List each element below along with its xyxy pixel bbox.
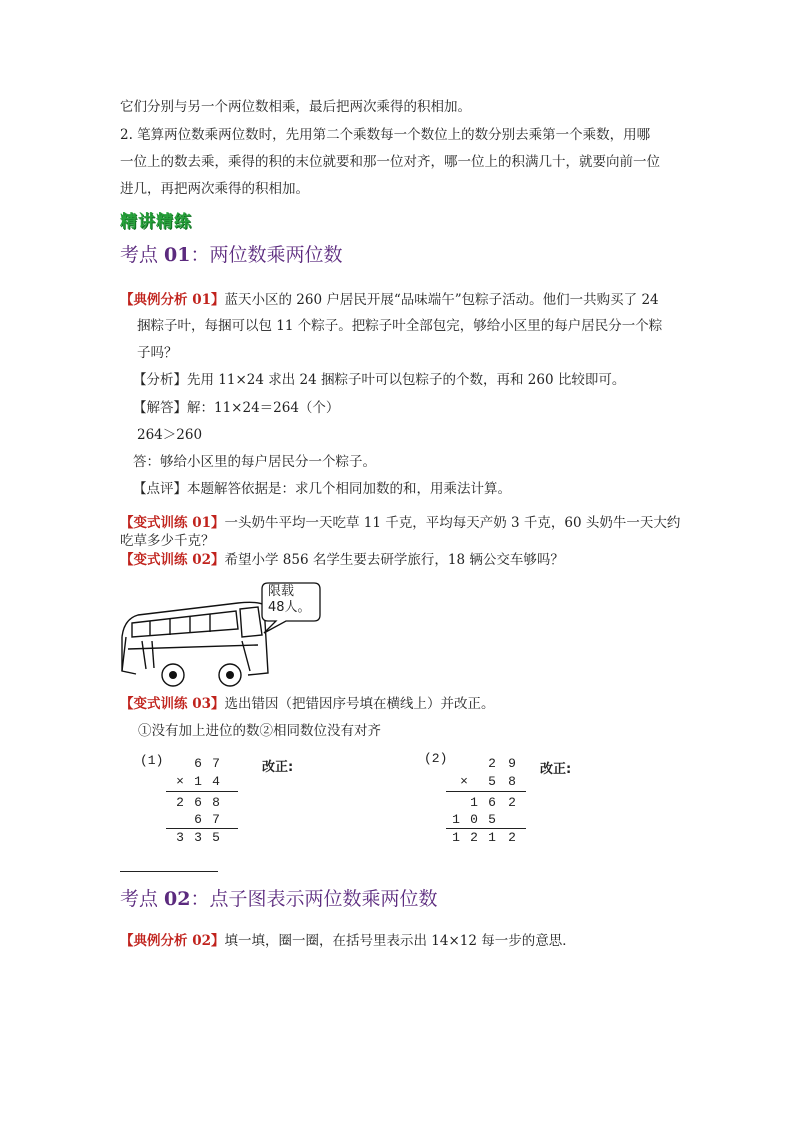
answer-tag: 【解答】 bbox=[133, 400, 187, 416]
intro-point-2-line-1: 2. 笔算两位数乘两位数时，先用第二个乘数每一个数位上的数分别去乘第一个乘数，用哪 bbox=[120, 127, 651, 143]
drill-2-tag: 【变式训练 02】 bbox=[120, 552, 225, 568]
drill-1-text-1: 一头奶牛平均一天吃草 11 千克，平均每天产奶 3 千克，60 头奶牛一天大约 bbox=[224, 515, 681, 531]
example-2-text: 填一填，圈一圈，在括号里表示出 14×12 每一步的意思． bbox=[224, 933, 576, 949]
bubble-line-1: 限载 bbox=[268, 584, 295, 599]
drill-1-line-2: 吃草多少千克？ bbox=[120, 533, 215, 549]
calc-1-fix-label: 改正: bbox=[262, 760, 294, 775]
example-1-line-3: 子吗？ bbox=[137, 345, 178, 361]
calc-2-b-ones: 8 bbox=[508, 774, 516, 789]
calc-1-a-tens: 6 bbox=[194, 756, 202, 771]
calc-1-rule-1 bbox=[166, 791, 238, 792]
drill-1-line-1 bbox=[120, 514, 680, 532]
calc-2-rule-2 bbox=[446, 828, 526, 829]
example-2-tag: 【典例分析 02】 bbox=[120, 933, 225, 949]
drill-1-tag: 【变式训练 01】 bbox=[120, 515, 225, 531]
example-1-compare: 264＞260 bbox=[137, 427, 203, 443]
calc-1-b-ones: 4 bbox=[212, 774, 220, 789]
calc-1-rule-2 bbox=[166, 828, 238, 829]
calc-1-a-ones: 7 bbox=[212, 756, 220, 771]
calc-2-r-d4: 2 bbox=[508, 830, 516, 845]
calc-2-rule-1 bbox=[446, 791, 526, 792]
drill-3-options: ①没有加上进位的数②相同数位没有对齐 bbox=[138, 723, 381, 739]
calc-2-operator: × bbox=[460, 774, 468, 789]
topic-1-prefix: 考点 bbox=[120, 244, 165, 266]
calc-2-b-tens: 5 bbox=[488, 774, 496, 789]
calc-1-r-d3: 5 bbox=[212, 830, 220, 845]
calc-2-fix-label: 改正: bbox=[540, 762, 572, 777]
section-divider bbox=[120, 871, 218, 872]
drill-3-text: 选出错因（把错因序号填在横线上）并改正。 bbox=[224, 696, 495, 712]
calc-1-p1-d1: 2 bbox=[176, 795, 184, 810]
calc-2-p2-d2: 0 bbox=[470, 812, 478, 827]
drill-3-line bbox=[120, 695, 495, 713]
calc-2-a-ones: 9 bbox=[508, 756, 516, 771]
intro-point-2-line-2: 一位上的数去乘，乘得的积的末位就要和那一位对齐，哪一位上的积满几十，就要向前一位 bbox=[120, 154, 660, 170]
calc-2-r-d2: 2 bbox=[470, 830, 478, 845]
bubble-line-2: 48人。 bbox=[268, 600, 311, 615]
intro-point-2-line-3: 进几，再把两次乘得的积相加。 bbox=[120, 181, 309, 197]
topic-2-prefix: 考点 bbox=[120, 888, 165, 910]
calc-1-p1-d2: 6 bbox=[194, 795, 202, 810]
calc-1-r-d1: 3 bbox=[176, 830, 184, 845]
analysis-text: 先用 11×24 求出 24 捆粽子叶可以包粽子的个数，再和 260 比较即可。 bbox=[187, 372, 626, 388]
calc-1-operator: × bbox=[176, 774, 184, 789]
topic-1-heading bbox=[120, 240, 343, 267]
calc-2-a-tens: 2 bbox=[488, 756, 496, 771]
example-1-analysis bbox=[133, 371, 625, 389]
topic-2-number: 02 bbox=[164, 888, 191, 910]
example-2-line bbox=[120, 932, 576, 950]
topic-2-title: ：点子图表示两位数乘两位数 bbox=[190, 888, 438, 910]
calc-1-label: (1) bbox=[140, 753, 164, 768]
analysis-tag: 【分析】 bbox=[133, 372, 187, 388]
drill-2-text: 希望小学 856 名学生要去研学旅行，18 辆公交车够吗？ bbox=[224, 552, 564, 568]
example-1-tag: 【典例分析 01】 bbox=[120, 292, 225, 308]
comment-text: 本题解答依据是：求几个相同加数的和，用乘法计算。 bbox=[187, 481, 511, 497]
calc-2-p1-d3: 2 bbox=[508, 795, 516, 810]
example-1-text-1: 蓝天小区的 260 户居民开展“品味端午”包粽子活动。他们一共购买了 24 bbox=[224, 292, 659, 308]
calc-1-r-d2: 3 bbox=[194, 830, 202, 845]
calc-2-p1-d2: 6 bbox=[488, 795, 496, 810]
calc-1-p2-d1: 6 bbox=[194, 812, 202, 827]
bubble-text bbox=[268, 584, 311, 616]
calc-1-p1-d3: 8 bbox=[212, 795, 220, 810]
calc-2-p2-d1: 1 bbox=[452, 812, 460, 827]
calc-2-r-d1: 1 bbox=[452, 830, 460, 845]
drill-3-tag: 【变式训练 03】 bbox=[120, 696, 225, 712]
calc-1-b-tens: 1 bbox=[194, 774, 202, 789]
calc-2-r-d3: 1 bbox=[488, 830, 496, 845]
calc-2-label: (2) bbox=[424, 751, 448, 766]
example-1-answer bbox=[133, 399, 339, 417]
topic-2-heading bbox=[120, 884, 438, 911]
calc-2-p1-d1: 1 bbox=[470, 795, 478, 810]
example-1-line-2: 捆粽子叶，每捆可以包 11 个粽子。把粽子叶全部包完，够给小区里的每户居民分一个粽 bbox=[137, 318, 663, 334]
drill-2-line bbox=[120, 551, 564, 569]
answer-text: 解：11×24＝264（个） bbox=[187, 400, 340, 416]
calc-1-p2-d2: 7 bbox=[212, 812, 220, 827]
example-1-comment bbox=[133, 480, 511, 498]
intro-line-1: 它们分别与另一个两位数相乘，最后把两次乘得的积相加。 bbox=[120, 99, 471, 115]
topic-1-number: 01 bbox=[164, 244, 191, 266]
example-1-line-1 bbox=[120, 291, 659, 309]
section-banner: 精讲精练 bbox=[120, 212, 192, 232]
topic-1-title: ：两位数乘两位数 bbox=[190, 244, 343, 266]
comment-tag: 【点评】 bbox=[133, 481, 187, 497]
example-1-conclusion: 答：够给小区里的每户居民分一个粽子。 bbox=[133, 454, 376, 470]
calc-2-p2-d3: 5 bbox=[488, 812, 496, 827]
